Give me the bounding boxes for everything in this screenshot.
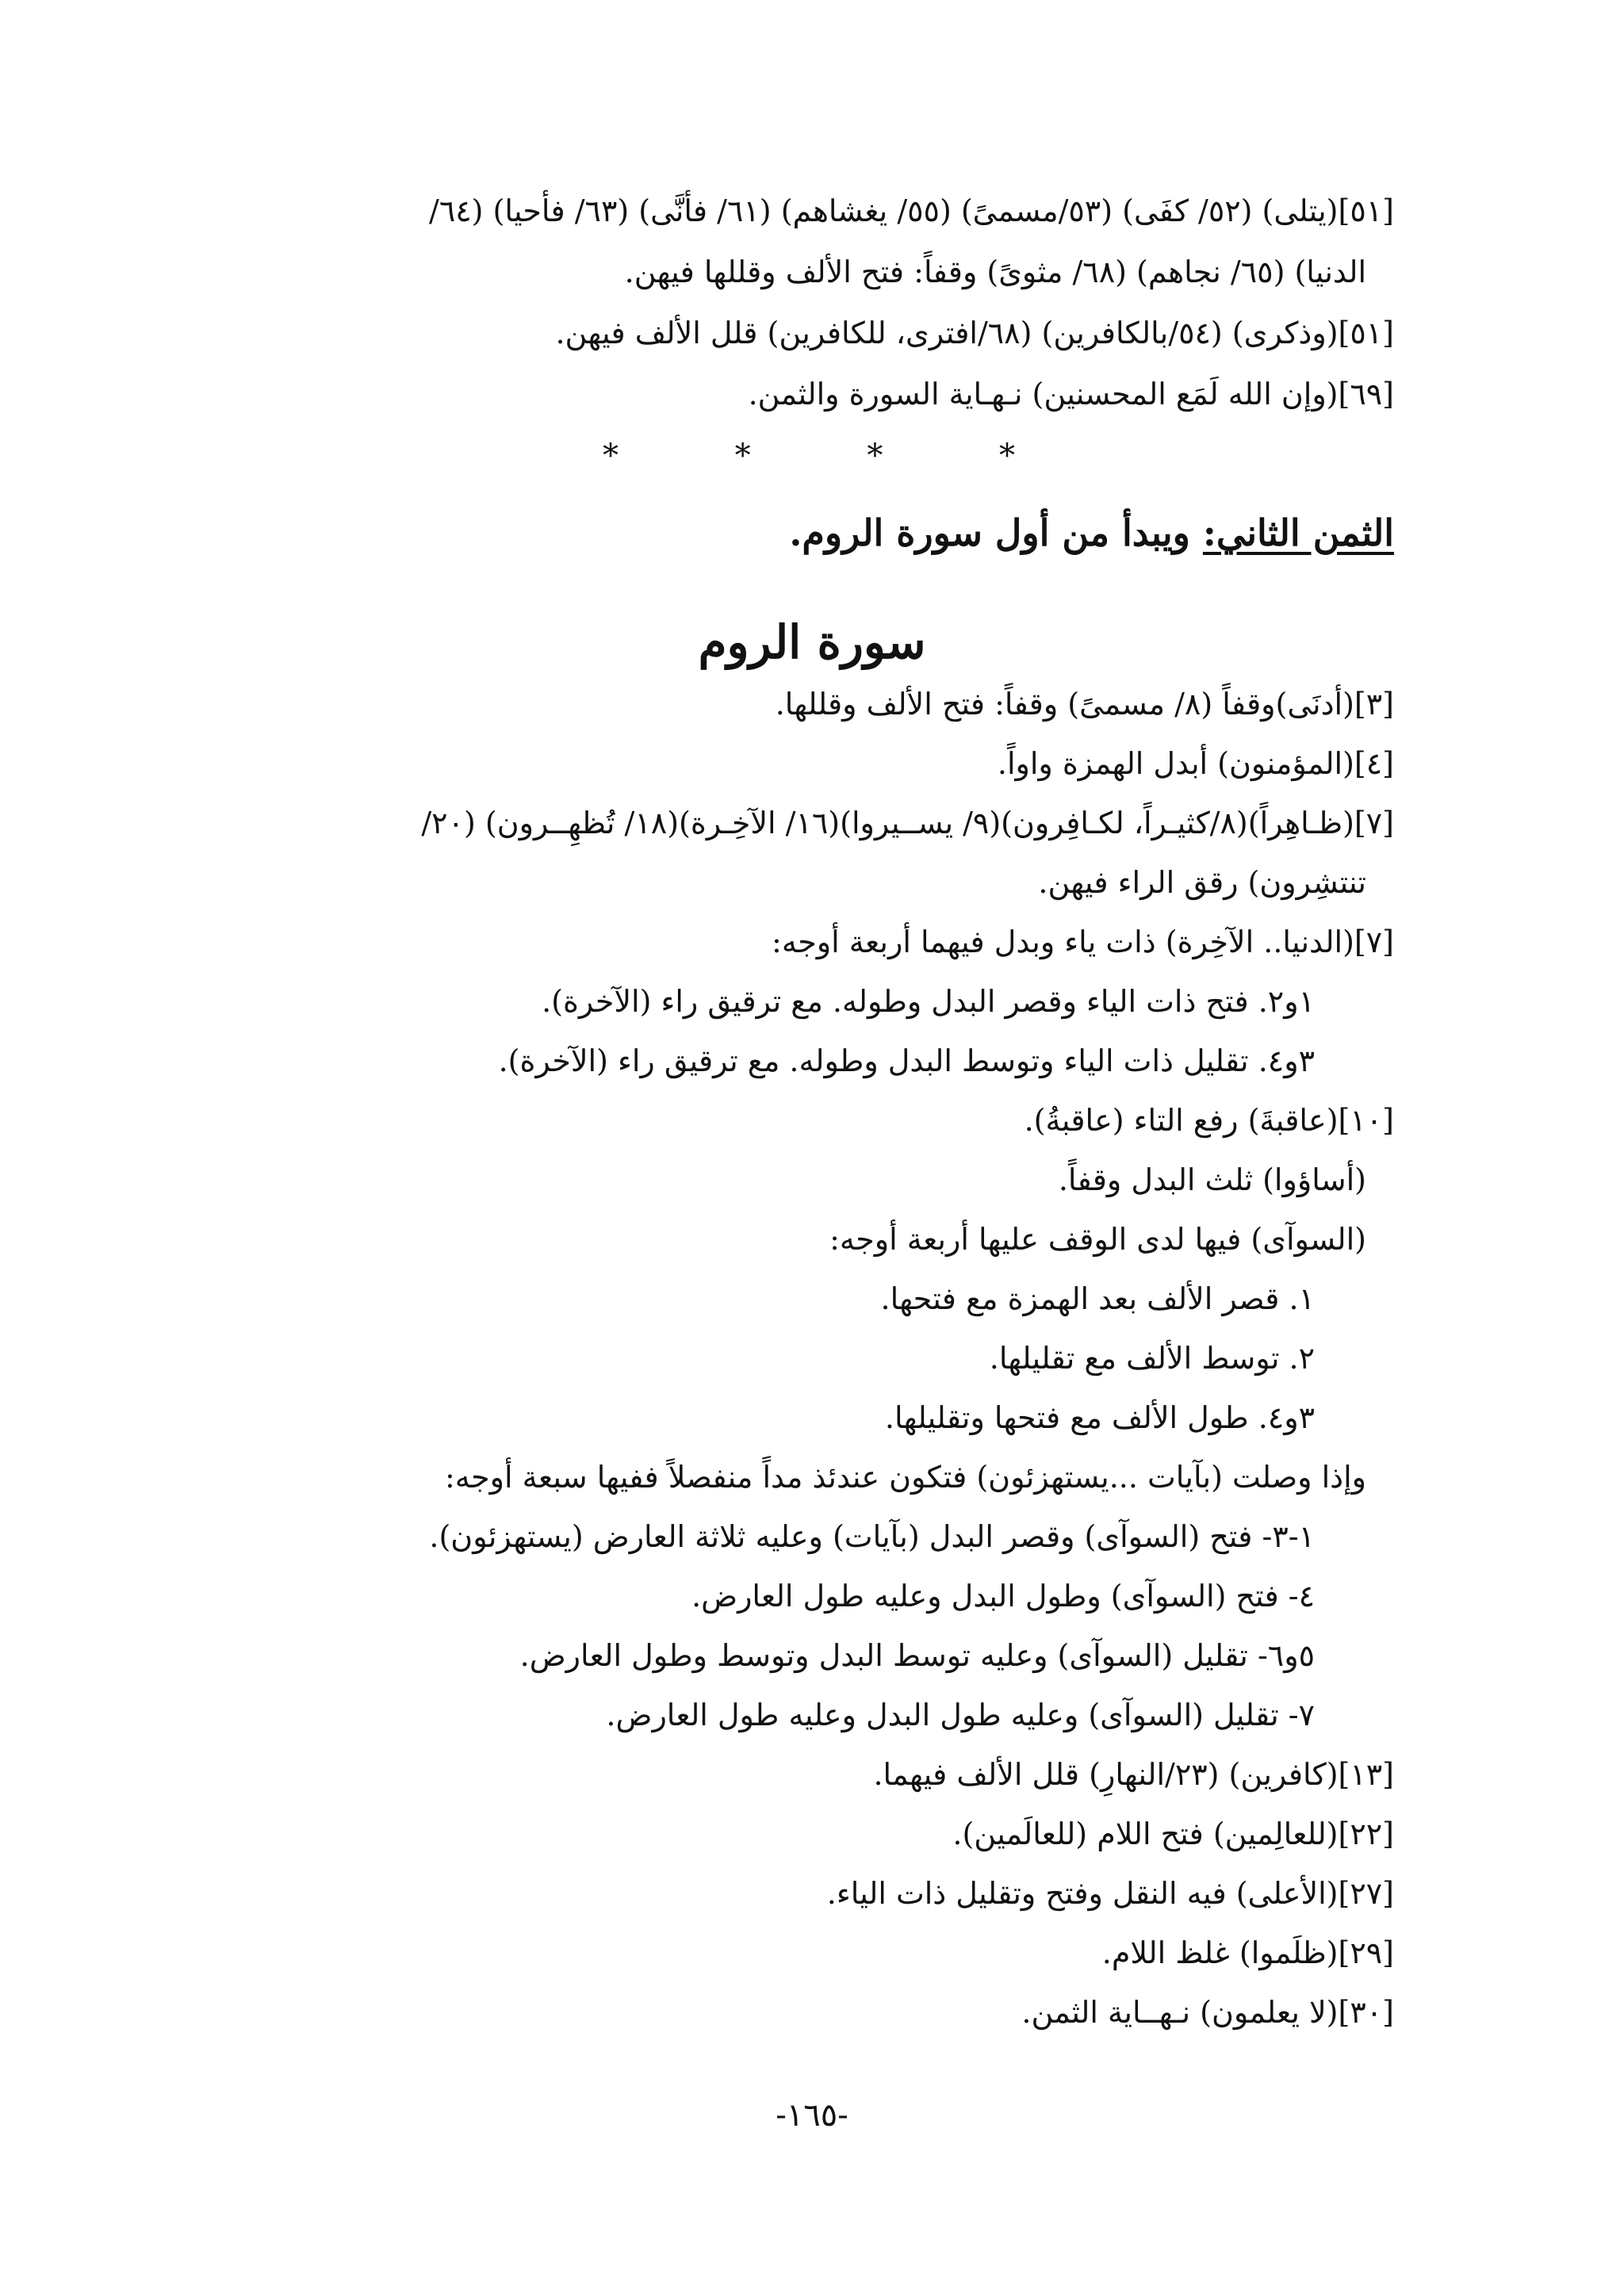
section-separator [603,440,1015,472]
text-line: (السوآى) فيها لدى الوقف عليها أربعة أوجه: [829,1222,1366,1257]
page-number: -١٦٥- [776,2097,848,2134]
text-line: [٢٢](للعالِمين) فتح اللام (للعالَمين). [952,1816,1394,1851]
text-line: ٧- تقليل (السوآى) وعليه طول البدل وعليه طول العارض. [606,1698,1315,1732]
text-line: ٣و٤. تقليل ذات الياء وتوسط البدل وطوله. مع ترقيق راء (الآخرة). [498,1043,1315,1078]
text-line: وإذا وصلت (بآيات ...يستهزئون) فتكون عندئذ مداً منفصلاً ففيها سبعة أوجه: [444,1460,1366,1495]
surah-title: سورة الروم [698,615,926,669]
separator-star: * [734,438,751,474]
text-line: [٥١](وذكرى) (٥٤/بالكافرين) (٦٨/افترى، للكافرين) قلل الألف فيهن. [555,316,1394,350]
section-heading-label: الثمن الثاني: [1202,511,1394,554]
text-line: [٣٠](لا يعلمون) نـهــاية الثمن. [1021,1995,1394,2030]
text-line: ١. قصر الألف بعد الهمزة مع فتحها. [880,1281,1315,1316]
separator-star: * [998,438,1015,474]
text-line: [٢٧](الأعلى) فيه النقل وفتح وتقليل ذات الياء. [826,1876,1394,1911]
text-line: تنتشِرون) رقق الراء فيهن. [1038,865,1366,900]
text-line: [١٣](كافرين) (٢٣/النهارِ) قلل الألف فيهما. [873,1757,1394,1792]
text-line: [٧](ظـاهِراً)(٨/كثيـراً، لكـافِرون)(٩/ يســيروا)(١٦/ الآخِـرة)(١٨/ تُظهِــرون) (٢٠/ [421,806,1394,840]
text-line: ١و٢. فتح ذات الياء وقصر البدل وطوله. مع ترقيق راء (الآخرة). [542,984,1315,1019]
text-line: [٧](الدنيا.. الآخِرة) ذات ياء وبدل فيهما أربعة أوجه: [772,924,1394,959]
text-line: [٤](المؤمنون) أبدل الهمزة واواً. [997,746,1394,781]
text-line: ١-٣- فتح (السوآى) وقصر البدل (بآيات) وعليه ثلاثة العارض (يستهزئون). [429,1519,1315,1554]
text-line: ٣و٤. طول الألف مع فتحها وتقليلها. [884,1400,1315,1435]
separator-star: * [867,438,883,474]
text-line: ٥و٦- تقليل (السوآى) وعليه توسط البدل وتوسط وطول العارض. [519,1638,1315,1673]
text-line: الدنيا) (٦٥/ نجاهم) (٦٨/ مثوىً) وقفاً: فتح الألف وقللها فيهن. [624,255,1366,289]
text-line: (أساؤوا) ثلث البدل وقفاً. [1058,1162,1366,1197]
text-line: ٢. توسط الألف مع تقليلها. [989,1341,1315,1376]
text-line: [٦٩](وإن الله لَمَع المحسنين) نـهـاية السورة والثمن. [748,377,1394,412]
text-line: [٣](أدنَى)وقفاً (٨/ مسمىً) وقفاً: فتح الألف وقللها. [775,687,1394,722]
separator-star: * [603,438,619,474]
text-line: ٤- فتح (السوآى) وطول البدل وعليه طول العارض. [691,1579,1315,1614]
section-heading [789,507,1394,558]
text-line: [٥١](يتلى) (٥٢/ كفَى) (٥٣/مسمىً) (٥٥/ يغشاهم) (٦١/ فأنَّى) (٦٣/ فأحيا) (٦٤/ [429,193,1394,228]
text-line: [٢٩](ظلَموا) غلظ اللام. [1101,1935,1394,1970]
text-line: [١٠](عاقبةَ) رفع التاء (عاقبةُ). [1024,1103,1394,1138]
section-heading-text: ويبدأ من أول سورة الروم. [789,511,1203,554]
